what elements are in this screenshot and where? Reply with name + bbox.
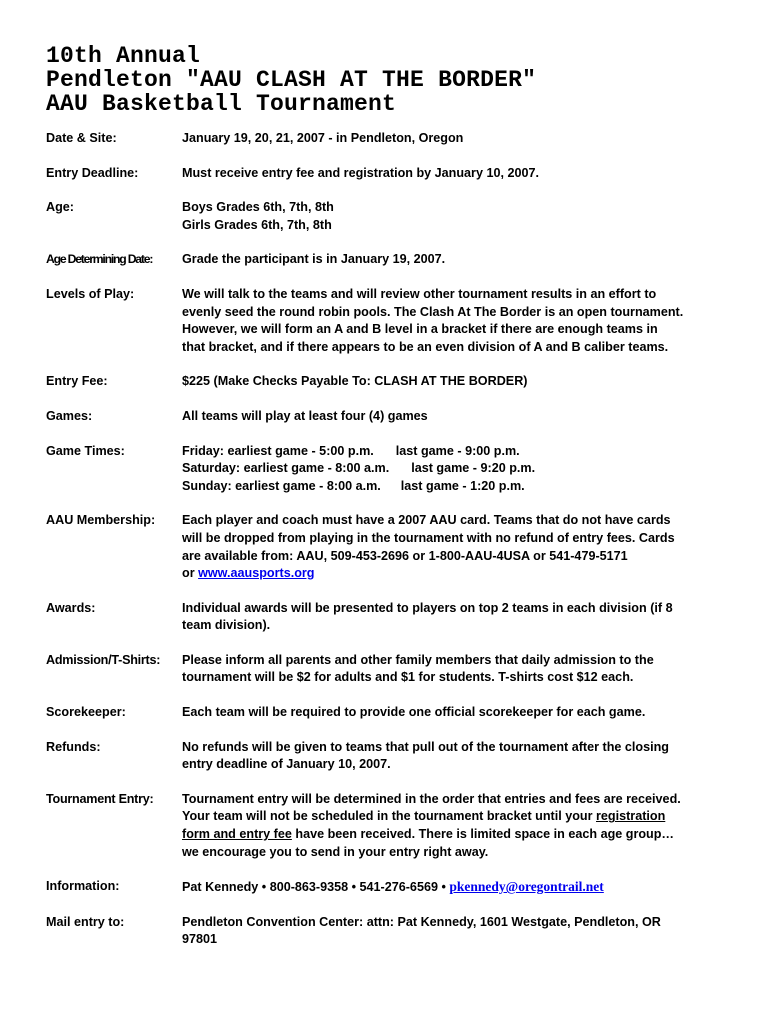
value-levels-of-play	[182, 286, 730, 356]
game-times-sunday	[182, 478, 730, 496]
row-information	[46, 878, 730, 897]
label-admission: Admission/T-Shirts:	[46, 652, 161, 667]
value-scorekeeper: Each team will be required to provide one official scorekeeper for each game.	[182, 705, 646, 720]
label-date-site: Date & Site:	[46, 131, 117, 145]
membership-or: or	[182, 566, 199, 581]
row-entry-deadline	[46, 165, 730, 183]
title-line-2: Pendleton "AAU CLASH AT THE BORDER"	[46, 67, 537, 93]
sunday-earliest: Sunday: earliest game - 8:00 a.m.	[182, 478, 381, 493]
row-age-determining-date	[46, 251, 730, 269]
value-age	[182, 199, 730, 234]
saturday-last: last game - 9:20 p.m.	[411, 461, 536, 476]
value-games: All teams will play at least four (4) games	[182, 408, 428, 423]
row-scorekeeper	[46, 704, 730, 722]
game-times-friday	[182, 443, 730, 461]
value-aau-membership	[182, 512, 730, 582]
friday-last: last game - 9:00 p.m.	[395, 443, 520, 458]
title-line-3: AAU Basketball Tournament	[46, 91, 397, 117]
label-age: Age:	[46, 200, 74, 215]
label-scorekeeper: Scorekeeper:	[46, 705, 126, 720]
contact-phone-text: Pat Kennedy • 800-863-9358 • 541-276-6569 •	[182, 880, 450, 895]
membership-line-4	[182, 565, 730, 583]
value-date-site: January 19, 20, 21, 2007 - in Pendleton, Oregon	[182, 131, 464, 145]
label-aau-membership: AAU Membership:	[46, 513, 156, 528]
label-refunds: Refunds:	[46, 739, 101, 754]
row-tournament-entry	[46, 791, 730, 861]
row-entry-fee	[46, 373, 730, 391]
form-entry-fee-underlined: form and entry fee	[182, 827, 292, 842]
awards-line-1: Individual awards will be presented to players on top 2 teams in each division (if 8	[182, 600, 673, 615]
label-game-times: Game Times:	[46, 443, 125, 458]
levels-line-3: However, we will form an A and B level in a bracket if there are enough teams in	[182, 322, 658, 337]
levels-line-1: We will talk to the teams and will review other tournament results in an effort to	[182, 286, 657, 301]
age-girls: Girls Grades 6th, 7th, 8th	[182, 217, 332, 232]
tournament-entry-line-2	[182, 808, 730, 826]
refunds-line-2: entry deadline of January 10, 2007.	[182, 757, 391, 772]
friday-earliest: Friday: earliest game - 5:00 p.m.	[182, 443, 374, 458]
page-title	[46, 44, 730, 116]
row-refunds	[46, 739, 730, 774]
label-games: Games:	[46, 408, 93, 423]
label-entry-deadline: Entry Deadline:	[46, 165, 139, 180]
saturday-earliest: Saturday: earliest game - 8:00 a.m.	[182, 461, 390, 476]
row-awards	[46, 600, 730, 635]
refunds-line-1: No refunds will be given to teams that pull out of the tournament after the closing	[182, 739, 669, 754]
row-mail-entry	[46, 914, 730, 949]
value-game-times	[182, 443, 730, 496]
label-levels-of-play: Levels of Play:	[46, 286, 135, 301]
levels-line-2: evenly seed the round robin pools. The Clash At The Border is an open tournament.	[182, 304, 684, 319]
registration-underlined: registration	[596, 809, 666, 824]
label-mail-entry: Mail entry to:	[46, 914, 125, 929]
admission-line-1: Please inform all parents and other family members that daily admission to the	[182, 652, 654, 667]
row-admission	[46, 652, 730, 687]
tournament-entry-line-3-text: have been received. There is limited space in each age group…	[291, 827, 675, 842]
tournament-entry-line-1: Tournament entry will be determined in the order that entries and fees are received.	[182, 791, 681, 806]
label-awards: Awards:	[46, 600, 96, 615]
label-information: Information:	[46, 879, 120, 894]
tournament-entry-line-3	[182, 826, 730, 844]
game-times-saturday	[182, 460, 730, 478]
label-entry-fee: Entry Fee:	[46, 374, 108, 389]
value-awards	[182, 600, 730, 635]
mail-line-1: Pendleton Convention Center: attn: Pat Kennedy, 1601 Westgate, Pendleton, OR	[182, 914, 661, 929]
row-levels-of-play	[46, 286, 730, 356]
value-entry-fee: $225 (Make Checks Payable To: CLASH AT THE BORDER)	[182, 374, 528, 389]
tournament-entry-line-2-text: Your team will not be scheduled in the tournament bracket until your	[182, 809, 597, 824]
membership-line-3: are available from: AAU, 509-453-2696 or 1-800-AAU-4USA or 541-479-5171	[182, 548, 628, 563]
row-aau-membership	[46, 512, 730, 582]
tournament-entry-line-4: we encourage you to send in your entry right away.	[182, 844, 489, 859]
row-date-site	[46, 130, 730, 148]
row-games	[46, 408, 730, 426]
membership-line-2: will be dropped from playing in the tournament with no refund of entry fees. Cards	[182, 530, 675, 545]
value-mail-entry	[182, 914, 730, 949]
row-game-times	[46, 443, 730, 496]
mail-line-2: 97801	[182, 932, 218, 947]
levels-line-4: that bracket, and if there appears to be an even division of A and B caliber teams.	[182, 339, 669, 354]
value-age-determining-date: Grade the participant is in January 19, 2007.	[182, 252, 446, 267]
sunday-last: last game - 1:20 p.m.	[400, 478, 525, 493]
row-age	[46, 199, 730, 234]
email-link[interactable]: pkennedy@oregontrail.net	[449, 879, 604, 895]
title-line-1: 10th Annual	[46, 43, 201, 69]
value-refunds	[182, 739, 730, 774]
label-age-determining-date: Age Determining Date:	[46, 252, 153, 267]
value-entry-deadline: Must receive entry fee and registration by January 10, 2007.	[182, 165, 539, 180]
value-information	[182, 878, 730, 897]
membership-line-1: Each player and coach must have a 2007 AAU card. Teams that do not have cards	[182, 513, 671, 528]
label-tournament-entry: Tournament Entry:	[46, 791, 154, 806]
aausports-link[interactable]: www.aausports.org	[198, 566, 315, 581]
awards-line-2: team division).	[182, 618, 271, 633]
admission-line-2: tournament will be $2 for adults and $1 for students. T-shirts cost $12 each.	[182, 670, 634, 685]
value-tournament-entry	[182, 791, 730, 861]
value-admission	[182, 652, 730, 687]
age-boys: Boys Grades 6th, 7th, 8th	[182, 200, 334, 215]
